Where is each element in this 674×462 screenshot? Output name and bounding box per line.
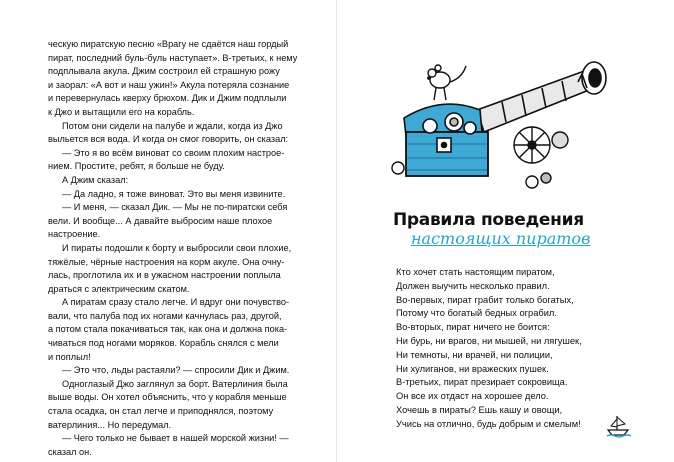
text-line: Потом они сидели на палубе и ждали, когда из Джо [62, 120, 283, 131]
treasure-chest-icon [404, 104, 488, 176]
text-line: драться с электрическим скатом. [48, 283, 190, 294]
text-line: Одноглазый Джо заглянул за борт. Ватерлиния была [62, 378, 288, 389]
text-line: подплывала акула. Джим состроил ей страшную рожу [48, 66, 280, 77]
text-line: нием. Простите, ребят, я больше не буду. [48, 161, 225, 172]
text-line: — Это я во всём виноват со своим плохим настрое- [62, 147, 285, 158]
poem-line: Он все их отдаст на хорошее дело. [396, 391, 549, 402]
poem-line: Ни хулиганов, ни вражеских пушек. [396, 363, 549, 374]
text-line: ческую пиратскую песню «Врагу не сдаётся наш гордый [48, 39, 289, 49]
text-line: к Джо и вытащили его на корабль. [48, 106, 195, 117]
poem-line: Должен выучить несколько правил. [396, 280, 550, 291]
text-line: тяжёлые, чёрные настроения на корм акуле. Она очну- [48, 256, 285, 267]
poem-line: Во-вторых, пират ничего не боится: [396, 322, 550, 333]
text-line: — Это что, льды растаяли? — спросили Дик и Джим. [62, 365, 290, 376]
text-line: — Да ладно, я тоже виноват. Это вы меня извините. [62, 188, 286, 199]
text-line: чиваться под ногами моряков. Корабль снялся с мели [48, 338, 279, 349]
text-line: а потом стала покачиваться так, как она и должна пока- [48, 324, 288, 335]
text-line: — Чего только не бывает в нашей морской жизни! — [62, 433, 289, 444]
right-page [337, 0, 674, 462]
rat-icon [428, 65, 466, 100]
poem-line: Хочешь в пираты? Ешь кашу и овощи, [396, 404, 563, 415]
poem-line: Потому что богатый бедных ограбил. [396, 308, 557, 319]
text-line: выше воды. Он хотел объяснить, что у корабля меньше [48, 392, 287, 403]
text-line: лась, проглотила их и в ужасном настроении поплыла [48, 270, 281, 281]
text-line: — И меня, — сказал Дик. — Мы не по-пиратски себя [62, 202, 288, 213]
ship-icon [605, 412, 631, 438]
page-title [393, 210, 653, 248]
text-line: А пиратам сразу стало легче. И вдруг они почувство- [62, 297, 290, 308]
story-text [48, 38, 306, 459]
poem-line: Ни темноты, ни врачей, ни полиции, [396, 349, 553, 360]
poem-line: Ни бурь, ни врагов, ни мышей, ни лягушек, [396, 335, 582, 346]
poem-line: Учись на отлично, будь добрым и смелым! [396, 418, 581, 429]
title-line-1: Правила поведения [393, 210, 584, 230]
text-line: И пираты подошли к борту и выбросили свои плохие, [62, 242, 292, 253]
cannon-wheel-icon [514, 127, 568, 163]
cannon-icon [477, 62, 606, 132]
text-line: настроение. [48, 229, 101, 240]
poem-line: Во-первых, пират грабит только богатых, [396, 294, 574, 305]
text-line: вели. И вообще... А давайте выбросим наше плохое [48, 215, 273, 226]
text-line: и заорал: «А вот и наш ужин!» Акула потеряла сознание [48, 79, 290, 90]
text-line: выльется вся вода. И когда он смог говорить, он сказал: [48, 134, 289, 145]
text-line: пират, последний буль-буль наступает». В-третьих, к нему [48, 52, 298, 63]
text-line: А Джим сказал: [62, 174, 129, 185]
pirate-cannon-illustration [382, 40, 622, 190]
poem-line: Кто хочет стать настоящим пиратом, [396, 267, 555, 277]
text-line: ватерлиния... Но передумал. [48, 419, 172, 430]
text-line: вали, что палуба под их ногами качнулась раз, другой, [48, 310, 282, 321]
title-line-2: настоящих пиратов [411, 229, 591, 248]
text-line: стала осадка, он стал легче и приподнялся, поэтому [48, 406, 274, 417]
text-line: и поплыл! [48, 351, 91, 362]
text-line: сказал он. [48, 446, 92, 457]
poem [396, 266, 656, 432]
poem-line: В-третьих, пират презирает сокровища. [396, 377, 568, 388]
text-line: и перевернулась кверху брюхом. Дик и Джим подплыли [48, 93, 287, 104]
